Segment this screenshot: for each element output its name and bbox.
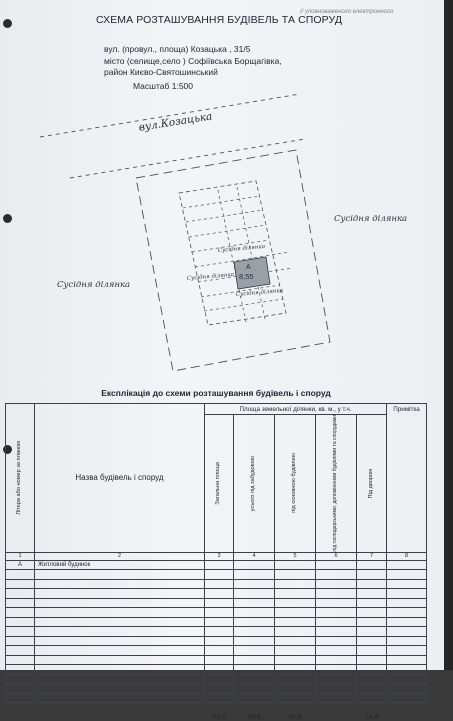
explication-table (5, 383, 426, 721)
col-header-built (234, 415, 275, 553)
neighbor-label-small-bottom: Сусідня ділянка (235, 287, 284, 298)
street-label: вул.Козацька (138, 110, 214, 134)
total-main: 38,6 (288, 714, 302, 721)
col-number: 5 (275, 552, 316, 560)
col-header-main-text: під основною будівлею (291, 453, 298, 514)
col-header-other (316, 415, 357, 553)
address-line-city: місто (селище,село ) Софіївська Борщагівка, (104, 56, 282, 66)
table-row (6, 579, 427, 589)
col-number: 3 (205, 552, 234, 560)
document-title: СХЕМА РОЗТАШУВАННЯ БУДІВЕЛЬ ТА СПОРУД (96, 14, 343, 26)
totals-row (6, 703, 427, 721)
col-header-area-group: Площа земельної ділянки, кв. м., у т.ч. (205, 404, 387, 415)
col-header-other-text: під господарськими, допоміжними будівлями та спорудами (332, 415, 339, 552)
table-row (6, 693, 427, 703)
col-header-main (275, 415, 316, 553)
plot-boundary-inner (179, 181, 286, 325)
address-line-street: вул. (провул., площа) Козацька , 31/5 (104, 44, 251, 54)
row-letter: А (6, 560, 35, 570)
total-area: 53,0 (212, 714, 226, 721)
street-line-lower (70, 139, 305, 178)
col-number: 1 (6, 552, 35, 560)
col-header-total (205, 415, 234, 553)
column-numbers-row (6, 552, 427, 560)
table-caption: Експлікація до схеми розташування будівель і споруд (6, 383, 427, 404)
total-built: 38,6 (247, 714, 261, 721)
building-area: 8,55 (239, 272, 254, 281)
col-number: 6 (316, 552, 357, 560)
table-row (6, 665, 427, 675)
table-row (6, 608, 427, 618)
table-row (6, 627, 427, 637)
col-header-name: Назва будівель і споруд (35, 404, 205, 553)
table-row (6, 560, 427, 570)
scale-label: Масштаб 1:500 (133, 81, 193, 91)
address-line-district: район Києво-Святошинський (104, 67, 218, 77)
col-header-letter (6, 404, 35, 553)
col-header-yard-text: Під двором (367, 468, 374, 499)
neighbor-label-right: Сусідня ділянка (334, 214, 408, 224)
neighbor-label-small-left: Сусідня ділянка (186, 271, 235, 282)
row-name: Житловий будинок (35, 560, 205, 570)
building-letter: А (246, 264, 251, 271)
table-row (6, 636, 427, 646)
table-row (6, 674, 427, 684)
col-number: 2 (35, 552, 205, 560)
table-row (6, 655, 427, 665)
street-line-upper (40, 94, 300, 137)
col-number: 8 (387, 552, 427, 560)
col-header-built-text: усього під забудовою (250, 455, 257, 511)
col-header-note: Примітка (387, 404, 427, 553)
neighbor-label-small-top: Сусідня ділянка (217, 243, 266, 254)
total-other: - (334, 714, 338, 721)
col-header-total-text: Загальна площа (215, 461, 222, 505)
table-row (6, 617, 427, 627)
col-header-yard (357, 415, 387, 553)
table-row (6, 570, 427, 580)
table-row (6, 598, 427, 608)
col-number: 4 (234, 552, 275, 560)
table-row (6, 684, 427, 694)
table-row (6, 646, 427, 656)
neighbor-label-left: Сусідня ділянка (57, 280, 131, 290)
total-yard: 14,4 (364, 714, 379, 721)
neighbor-grid (183, 187, 293, 322)
table-row (6, 589, 427, 599)
col-header-letter-text: Літера або номер за планом (16, 440, 23, 515)
top-stamp-text: // уповноваженого електронного (300, 9, 394, 15)
col-number: 7 (357, 552, 387, 560)
